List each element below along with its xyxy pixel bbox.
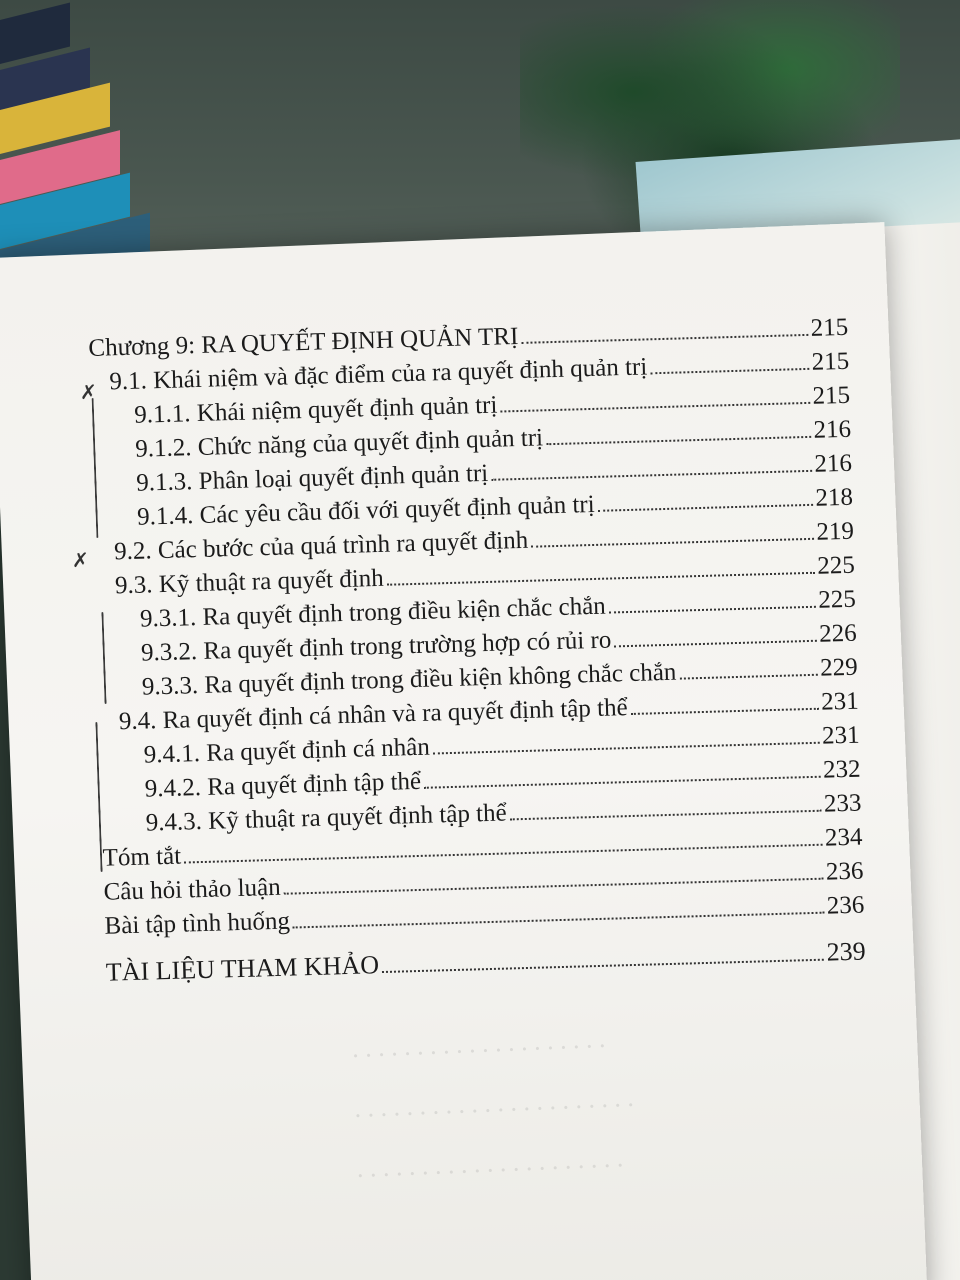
dot-leader [598, 504, 813, 512]
dot-leader [521, 334, 807, 344]
toc-page-number: 234 [824, 823, 863, 852]
dot-leader [650, 368, 808, 374]
table-of-contents [88, 311, 866, 990]
dot-leader [614, 640, 816, 648]
toc-page-number: 218 [815, 483, 854, 512]
toc-page-number: 215 [811, 347, 850, 376]
pen-tick-icon: ✗ [80, 380, 97, 404]
toc-entry-label: Bài tập tình huống [104, 907, 291, 940]
toc-entry-label: 9.4.2. Ra quyết định tập thể [144, 767, 422, 803]
dot-leader [491, 470, 811, 481]
toc-page-number: 225 [817, 585, 857, 614]
dot-leader [546, 436, 811, 445]
toc-page-number: 231 [820, 687, 859, 716]
toc-entry-label: 9.4.1. Ra quyết định cá nhân [143, 733, 431, 769]
toc-entry-label: 9.3.1. Ra quyết định trong điều kiện chắc chắn [139, 592, 607, 633]
toc-entry-label: Tóm tắt [102, 842, 182, 872]
toc-entry-label: 9.3.2. Ra quyết định trong trường hợp có rủi ro [140, 626, 612, 667]
toc-page-number: 232 [822, 755, 861, 784]
toc-entry-label: TÀI LIỆU THAM KHẢO [105, 950, 380, 987]
toc-page-number: 219 [815, 517, 855, 546]
show-through-text: . . . . . . . . . . . . . . . . . . . . . . [353, 1082, 635, 1124]
toc-entry-label: 9.4. Ra quyết định cá nhân và ra quyết định tập thể [118, 694, 628, 736]
toc-entry-label: 9.1.3. Phân loại quyết định quản trị [135, 459, 489, 497]
show-through-text: . . . . . . . . . . . . . . . . . . . . [351, 1023, 606, 1064]
toc-entry-label: 9.1.1. Khái niệm quyết định quản trị [133, 391, 498, 429]
toc-entry-label: 9.4.3. Kỹ thuật ra quyết định tập thể [145, 799, 508, 837]
toc-page-number: 226 [818, 619, 858, 648]
toc-entry-label: Câu hỏi thảo luận [103, 873, 282, 906]
show-through-text: . . . . . . . . . . . . . . . . . . . . . [356, 1143, 624, 1183]
toc-page-number: 236 [826, 891, 865, 920]
toc-entry-label: Chương 9: RA QUYẾT ĐỊNH QUẢN TRỊ [88, 322, 519, 362]
dot-leader [293, 912, 824, 929]
toc-page-number: 225 [816, 551, 856, 580]
dot-leader [424, 776, 820, 789]
toc-page-number: 231 [821, 721, 860, 750]
dot-leader [500, 402, 809, 413]
dot-leader [387, 572, 815, 586]
dot-leader [382, 959, 824, 973]
toc-page-number: 216 [813, 415, 852, 444]
toc-entry-label: 9.2. Các bước của quá trình ra quyết định [113, 526, 529, 566]
toc-page-number: 236 [825, 857, 864, 886]
dot-leader [531, 538, 813, 548]
toc-page-number: 229 [819, 653, 859, 682]
dot-leader [609, 606, 816, 614]
toc-entry-label: 9.3.3. Ra quyết định trong điều kiện không chắc chắn [141, 658, 677, 701]
toc-entry-label: 9.1.4. Các yêu cầu đối với quyết định quản trị [136, 490, 595, 531]
toc-page-number: 215 [810, 313, 849, 342]
dot-leader [631, 708, 819, 715]
toc-page-number: 233 [823, 789, 862, 818]
toc-page-number: 216 [814, 449, 853, 478]
toc-entry-label: 9.1.2. Chức năng của quyết định quản trị [134, 424, 544, 463]
dot-leader [433, 742, 819, 755]
toc-entry-label: 9.3. Kỹ thuật ra quyết định [114, 564, 385, 600]
toc-page-number: 239 [826, 936, 866, 967]
dot-leader [510, 810, 821, 821]
toc-entry-label: 9.1. Khái niệm và đặc điểm của ra quyết định quản trị [109, 353, 648, 396]
toc-page-number: 215 [812, 381, 851, 410]
pen-tick-icon: ✗ [72, 548, 89, 572]
dot-leader [679, 674, 817, 680]
